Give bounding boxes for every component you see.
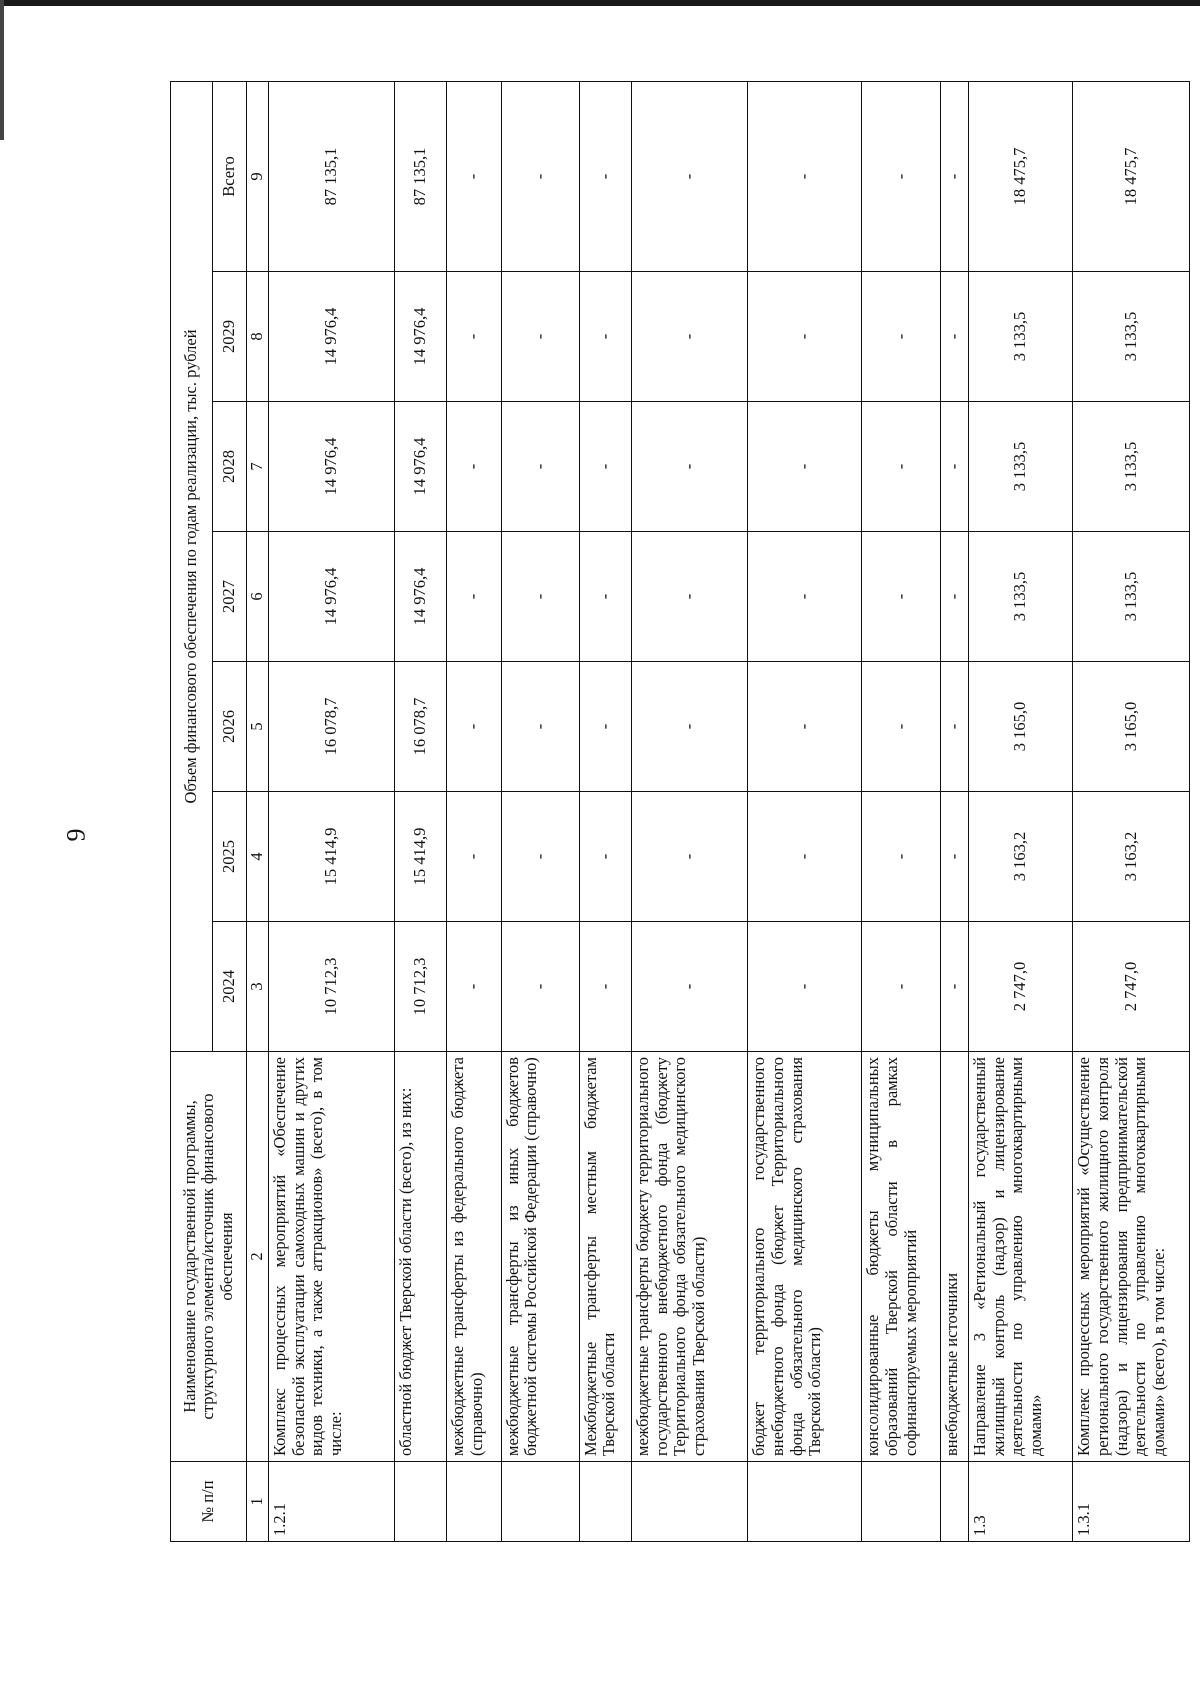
row-year-value: - (748, 402, 862, 532)
row-number (632, 1462, 748, 1542)
row-number: 1.3 (969, 1462, 1073, 1542)
row-year-value: - (862, 532, 940, 662)
column-index: 8 (247, 272, 269, 402)
row-year-value: 2 747,0 (1073, 922, 1190, 1052)
row-year-value: - (579, 402, 631, 532)
header-year: 2024 (213, 922, 247, 1052)
row-name: областной бюджет Тверской области (всего), из них: (394, 1052, 446, 1462)
row-year-value: - (748, 532, 862, 662)
row-year-value: - (940, 662, 968, 792)
row-year-value: - (940, 532, 968, 662)
row-year-value: - (862, 402, 940, 532)
row-name: Направление 3 «Региональный государственный жилищный контроль (надзор) и лицензирование деятельности по управлению многоквартирными домами» (969, 1052, 1073, 1462)
column-index: 7 (247, 402, 269, 532)
header-name: Наименование государственной программы, структурного элемента/источник финансового обеспечения (171, 1052, 247, 1462)
row-total-value: 18 475,7 (1073, 81, 1190, 271)
row-year-value: 2 747,0 (969, 922, 1073, 1052)
row-year-value: - (579, 662, 631, 792)
header-year: 2028 (213, 402, 247, 532)
row-year-value: 14 976,4 (269, 532, 395, 662)
row-year-value: 14 976,4 (269, 402, 395, 532)
row-year-value: - (501, 402, 579, 532)
row-year-value: 16 078,7 (269, 662, 395, 792)
row-year-value: 3 133,5 (1073, 402, 1190, 532)
row-year-value: 14 976,4 (394, 532, 446, 662)
row-name: внебюджетные источники (940, 1052, 968, 1462)
row-year-value: 3 133,5 (1073, 532, 1190, 662)
row-year-value: 14 976,4 (394, 402, 446, 532)
row-year-value: - (632, 792, 748, 922)
header-num: № п/п (171, 1462, 247, 1542)
row-year-value: - (501, 922, 579, 1052)
row-year-value: 14 976,4 (269, 272, 395, 402)
row-total-value: - (632, 81, 748, 271)
row-year-value: - (446, 402, 501, 532)
row-year-value: - (446, 662, 501, 792)
row-year-value: - (579, 272, 631, 402)
header-volume: Объем финансового обеспечения по годам реализации, тыс. рублей (171, 81, 213, 1051)
row-year-value: 3 133,5 (969, 272, 1073, 402)
column-index: 4 (247, 792, 269, 922)
row-total-value: 87 135,1 (269, 81, 395, 271)
row-year-value: - (748, 662, 862, 792)
row-year-value: - (862, 662, 940, 792)
header-year: 2027 (213, 532, 247, 662)
table-row (1073, 81, 1190, 1541)
row-year-value: - (579, 532, 631, 662)
table-row (394, 81, 446, 1541)
header-year: 2025 (213, 792, 247, 922)
row-year-value: - (632, 922, 748, 1052)
row-year-value: - (501, 662, 579, 792)
row-year-value: - (632, 402, 748, 532)
column-index: 2 (247, 1052, 269, 1462)
row-year-value: - (501, 792, 579, 922)
table-row (579, 81, 631, 1541)
row-year-value: 3 133,5 (969, 402, 1073, 532)
table-row (862, 81, 940, 1541)
row-name: межбюджетные трансферты из федерального бюджета (справочно) (446, 1052, 501, 1462)
row-year-value: - (862, 792, 940, 922)
row-year-value: - (940, 922, 968, 1052)
row-name: межбюджетные трансферты из иных бюджетов бюджетной системы Российской Федерации (справочно) (501, 1052, 579, 1462)
column-index: 3 (247, 922, 269, 1052)
row-total-value: 87 135,1 (394, 81, 446, 271)
header-year: 2029 (213, 272, 247, 402)
row-year-value: 3 165,0 (1073, 662, 1190, 792)
row-number: 1.3.1 (1073, 1462, 1190, 1542)
row-year-value: 3 133,5 (1073, 272, 1190, 402)
row-total-value: - (862, 81, 940, 271)
header-year: 2026 (213, 662, 247, 792)
table-row (969, 81, 1073, 1541)
row-name: бюджет территориального государственного внебюджетного фонда (бюджет Территориального фонда обязательного медицинского страхования Тверской области) (748, 1052, 862, 1462)
table-body (269, 81, 1190, 1541)
row-year-value: - (501, 272, 579, 402)
row-name: Межбюджетные трансферты местным бюджетам Тверской области (579, 1052, 631, 1462)
row-number (940, 1462, 968, 1542)
row-number (394, 1462, 446, 1542)
row-year-value: 3 163,2 (1073, 792, 1190, 922)
row-year-value: 3 165,0 (969, 662, 1073, 792)
table-row (748, 81, 862, 1541)
row-total-value: 18 475,7 (969, 81, 1073, 271)
row-year-value: - (748, 792, 862, 922)
row-name: Комплекс процессных мероприятий «Обеспечение безопасной эксплуатации самоходных машин и других видов техники, а также аттракционов» (всего), в том числе: (269, 1052, 395, 1462)
row-year-value: - (632, 662, 748, 792)
row-year-value: - (446, 532, 501, 662)
row-year-value: - (501, 532, 579, 662)
row-number (446, 1462, 501, 1542)
row-year-value: - (446, 792, 501, 922)
row-year-value: - (748, 272, 862, 402)
row-year-value: 14 976,4 (394, 272, 446, 402)
row-year-value: 10 712,3 (394, 922, 446, 1052)
row-year-value: - (940, 272, 968, 402)
page-number: 9 (61, 828, 91, 842)
header-total: Всего (213, 81, 247, 271)
row-year-value: 3 133,5 (969, 532, 1073, 662)
row-year-value: - (446, 922, 501, 1052)
financing-table (170, 81, 1190, 1542)
table-row (269, 81, 395, 1541)
row-name: межбюджетные трансферты бюджету территориального государственного внебюджетного фонда (бюджету Территориального фонда обязательного медицинского страхования Тверской области) (632, 1052, 748, 1462)
scan-left-edge (0, 0, 4, 140)
row-year-value: - (940, 792, 968, 922)
row-year-value: - (940, 402, 968, 532)
row-year-value: 10 712,3 (269, 922, 395, 1052)
row-year-value: - (632, 272, 748, 402)
row-total-value: - (748, 81, 862, 271)
row-year-value: - (862, 272, 940, 402)
row-number (501, 1462, 579, 1542)
row-number (862, 1462, 940, 1542)
table-row (501, 81, 579, 1541)
row-year-value: - (748, 922, 862, 1052)
table-row (632, 81, 748, 1541)
row-total-value: - (501, 81, 579, 271)
row-number: 1.2.1 (269, 1462, 395, 1542)
row-year-value: 16 078,7 (394, 662, 446, 792)
scan-top-edge (0, 0, 1200, 6)
row-year-value: - (446, 272, 501, 402)
row-year-value: - (632, 532, 748, 662)
row-name: консолидированные бюджеты муниципальных образований Тверской области в рамках софинансируемых мероприятий (862, 1052, 940, 1462)
row-name: Комплекс процессных мероприятий «Осуществление регионального государственного жилищного контроля (надзора) и лицензирования предпринимательской деятельности по управлению многоквартирными домами» (всего), в том числе: (1073, 1052, 1190, 1462)
row-number (579, 1462, 631, 1542)
row-year-value: - (579, 922, 631, 1052)
column-index: 9 (247, 81, 269, 271)
row-year-value: 15 414,9 (269, 792, 395, 922)
table-row (446, 81, 501, 1541)
row-year-value: 3 163,2 (969, 792, 1073, 922)
row-year-value: - (862, 922, 940, 1052)
rotated-table-container (170, 82, 1190, 1542)
column-index: 1 (247, 1462, 269, 1542)
row-number (748, 1462, 862, 1542)
row-total-value: - (446, 81, 501, 271)
row-total-value: - (579, 81, 631, 271)
table-row (940, 81, 968, 1541)
column-index: 6 (247, 532, 269, 662)
row-total-value: - (940, 81, 968, 271)
row-year-value: - (579, 792, 631, 922)
row-year-value: 15 414,9 (394, 792, 446, 922)
column-index: 5 (247, 662, 269, 792)
